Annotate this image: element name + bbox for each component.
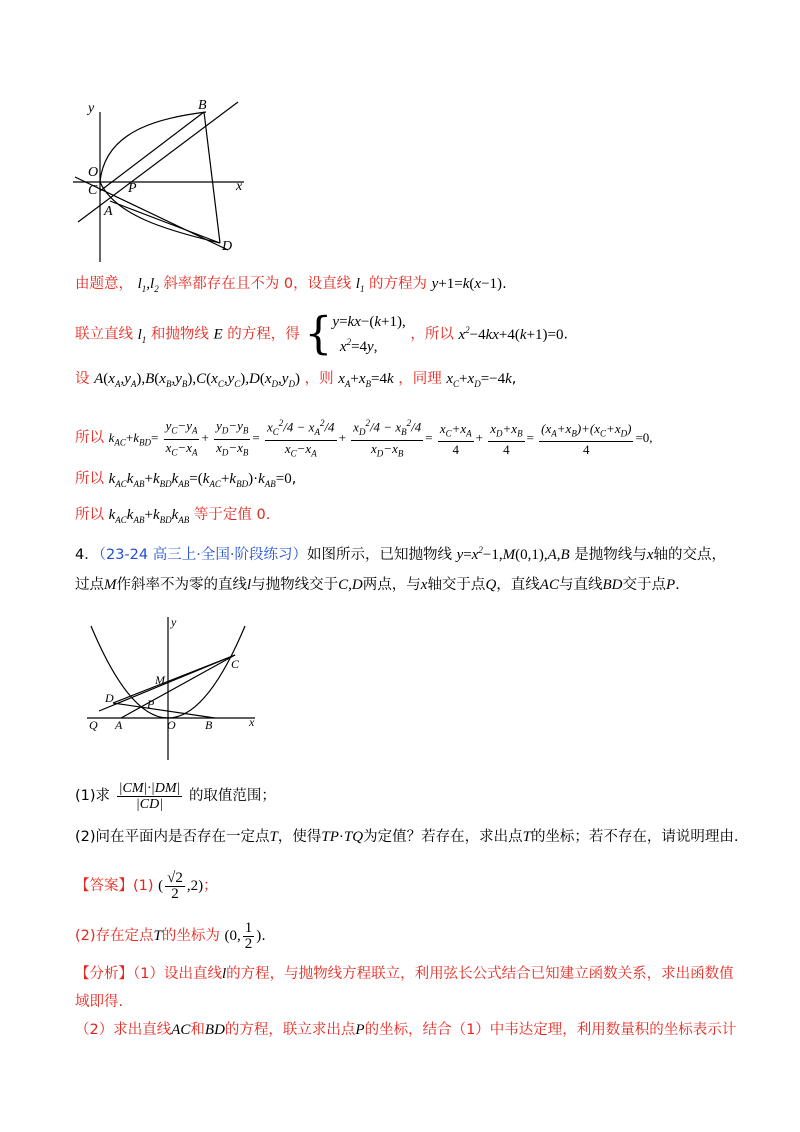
problem-4-line-1: 4．（23-24 高三上·全国·阶段练习）如图所示，已知抛物线 $y=x^2-1,M(0,1),A,B$ 是抛物线与x轴的交点， — [75, 545, 726, 563]
fig1-label-x: x — [236, 179, 243, 194]
answer-1: 【答案】(1) ( $\frac{√2}{2}$ ,2)； — [75, 870, 218, 903]
figure-1 — [70, 90, 260, 270]
analysis-line-3: （2）求出直线AC和BD的方程，联立求出点P的坐标，结合（1）中韦达定理，利用数量积的坐标表示计 — [75, 1022, 737, 1038]
answer-2: (2)存在定点T的坐标为 (0, $\frac{1}{2}$ ). — [75, 920, 266, 953]
fig2-label-M: M — [155, 673, 165, 687]
fig1-label-A: A — [104, 204, 113, 219]
question-1: (1)求 $\frac{|CM|\cdot|DM|}{|CD|}$ 的取值范围； — [75, 780, 276, 812]
problem-4-line-2: 过点M作斜率不为零的直线l与抛物线交于C,D两点，与x轴交于点Q，直线AC与直线BD交于点P. — [75, 577, 680, 593]
fig1-label-y: y — [88, 101, 95, 116]
fig2-label-Q: Q — [89, 718, 98, 732]
figure-2 — [85, 612, 265, 762]
fig1-label-D: D — [222, 239, 233, 254]
fig2-label-O: O — [167, 718, 176, 732]
fig1-label-C: C — [88, 183, 98, 198]
analysis-line-1: 【分析】（1）设出直线l的方程，与抛物线方程联立，利用弦长公式结合已知建立函数关系，求出函数值 — [75, 966, 734, 982]
fig2-label-C: C — [231, 657, 240, 671]
fig2-label-A: A — [115, 718, 123, 732]
fig1-label-P: P — [128, 181, 137, 196]
fig2-label-P: P — [147, 697, 155, 711]
solution-line-4: 所以 $k_{AC}+k_{BD}=$ $\frac{y_C-y_A}{x_C-x_A}$ + $\frac{y_D-y_B}{x_D-x_B}$ = $\frac{x_C^2/4 - x_A^2/4}{x_C-x_A}$ + $\frac{x_D^2/4 - x_B^2/4}{x_D-x_B}$ = $\frac{x_C+x_A}{4}$ + $\frac{x_D+x_B}{4}$ = $\frac{(x_A+x_B)+(x_C+x_D)}{4}$ =0, — [75, 417, 653, 459]
question-2: (2)问在平面内是否存在一定点T，使得TP·TQ为定值？若存在，求出点T的坐标；若不存在，请说明理由. — [75, 829, 739, 845]
solution-line-2: 联立直线 $l_1$ 和抛物线 E 的方程，得 {y=kx−(k+1), $x^2=4y$, ，所以 $x^2-4kx+4(k+1)=0$. — [75, 308, 569, 360]
fig1-label-B: B — [198, 98, 207, 113]
solution-line-1: 由题意， $l_1,l_2$ 斜率都存在且不为 0，设直线 $l_1$ 的方程为 y+1=k(x−1). — [75, 276, 507, 294]
fig2-label-y: y — [171, 615, 177, 629]
fig2-label-B: B — [205, 718, 213, 732]
analysis-line-2: 域即得. — [75, 994, 124, 1010]
solution-line-3: 设 $A(x_A,y_A),B(x_B,y_B),C(x_C,y_C),D(x_D,y_D)$ ，则 $x_A+x_B=4k$ ，同理 $x_C+x_D=-4k$, — [75, 371, 517, 389]
fig2-label-D: D — [105, 691, 114, 705]
solution-line-6: 所以 $k_{AC}k_{AB}+k_{BD}k_{AB}$ 等于定值 0. — [75, 507, 271, 525]
solution-line-5: 所以 $k_{AC}k_{AB}+k_{BD}k_{AB}=(k_{AC}+k_{BD})\cdot k_{AB}=0$, — [75, 471, 297, 489]
fig1-label-O: O — [88, 165, 99, 180]
fig2-label-x: x — [249, 715, 255, 729]
